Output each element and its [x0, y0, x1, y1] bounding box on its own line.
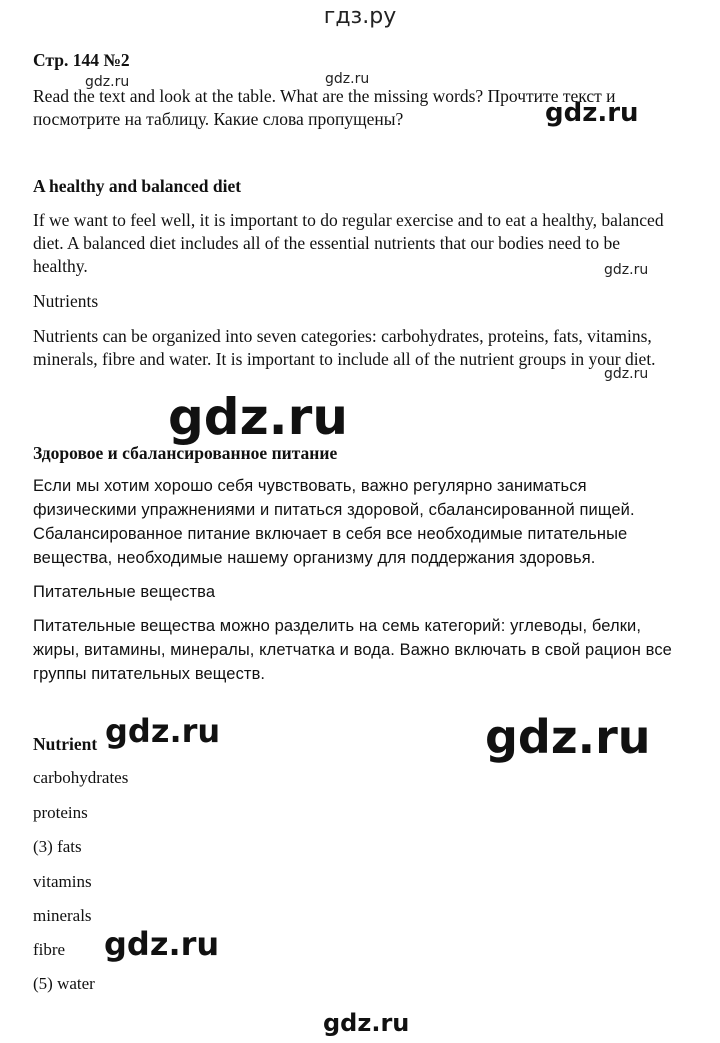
watermark: gdz.ru — [323, 1009, 410, 1037]
watermark: gdz.ru — [604, 366, 649, 382]
english-paragraph-1: If we want to feel well, it is important to do regular exercise and to eat a healthy, balanced diet. A balanced diet includes all of the essential nutrients that our bodies need to be healthy. — [33, 210, 664, 276]
watermark: gdz.ru — [105, 712, 221, 750]
watermark: gdz.ru — [325, 71, 370, 87]
english-paragraph-2: Nutrients can be organized into seven categories: carbohydrates, proteins, fats, vitamins, minerals, fibre and water. It is important to include all of the nutrient groups in your diet. — [33, 326, 656, 369]
russian-paragraph-1: Если мы хотим хорошо себя чувствовать, важно регулярно заниматься физическими упражнениями и питаться здоровой, сбалансированной пищей. Сбалансированное питание включает в себя все необходимые питательные вещества, необходимые нашему организму для поддержания здоровья. — [33, 477, 635, 567]
site-header: гдз.ру — [323, 4, 397, 29]
table-row: carbohydrates — [33, 768, 129, 787]
table-header: Nutrient — [33, 734, 98, 754]
russian-heading: Здоровое и сбалансированное питание — [33, 443, 338, 463]
table-row: (3) fats — [33, 837, 82, 856]
english-heading: A healthy and balanced diet — [33, 176, 242, 196]
watermark: gdz.ru — [104, 925, 220, 963]
watermark: gdz.ru — [545, 98, 639, 128]
watermark: gdz.ru — [604, 262, 649, 278]
table-row: vitamins — [33, 872, 92, 891]
russian-paragraph-2: Питательные вещества можно разделить на семь категорий: углеводы, белки, жиры, витамины, минералы, клетчатка и вода. Важно включать в свой рацион все группы питательных веществ. — [33, 617, 672, 683]
task-instruction: Read the text and look at the table. What are the missing words? Прочтите текст и посмотрите на таблицу. Какие слова пропущены? — [33, 86, 616, 129]
watermark: gdz.ru — [168, 388, 348, 446]
table-row: fibre — [33, 940, 66, 959]
english-subheading: Nutrients — [33, 291, 99, 311]
table-row: minerals — [33, 906, 92, 925]
watermark: gdz.ru — [85, 74, 130, 90]
task-title: Стр. 144 №2 — [33, 50, 130, 70]
russian-subheading: Питательные вещества — [33, 583, 216, 601]
watermark: gdz.ru — [485, 710, 651, 764]
table-row: proteins — [33, 803, 88, 822]
table-row: (5) water — [33, 974, 95, 993]
